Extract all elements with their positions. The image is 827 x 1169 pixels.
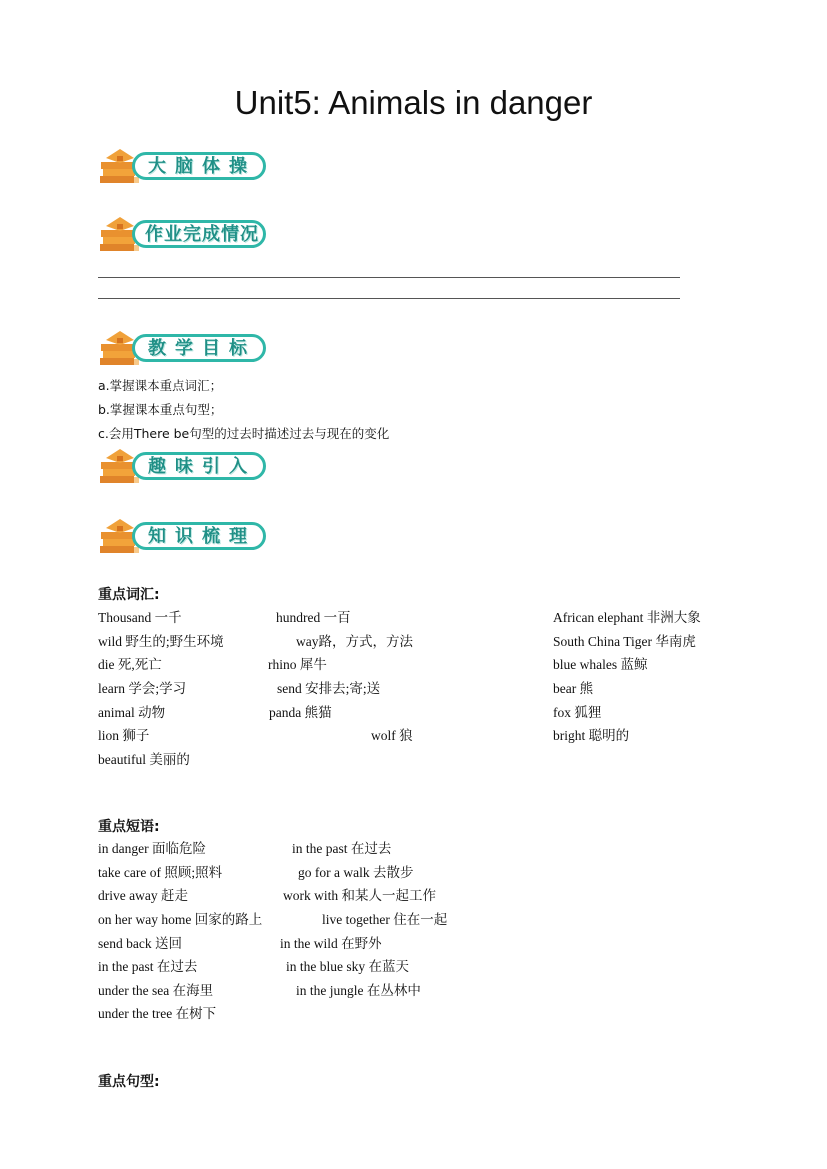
vocab-heading: 重点词汇: <box>98 587 160 603</box>
vocab-item: African elephant 非洲大象 <box>553 610 701 625</box>
banner-fun-intro <box>98 444 270 490</box>
vocab-item: rhino 犀牛 <box>268 657 327 672</box>
vocab-item: lion 狮子 <box>98 728 150 743</box>
phrase-item: under the tree 在树下 <box>98 1006 217 1021</box>
vocab-item: blue whales 蓝鲸 <box>553 657 648 672</box>
banner-label: 知识梳理 <box>148 526 256 547</box>
objectives-list <box>98 374 389 446</box>
vocab-item: panda 熊猫 <box>269 705 332 720</box>
objective-item: b.掌握课本重点句型； <box>98 402 223 417</box>
vocab-item: learn 学会;学习 <box>98 681 187 696</box>
phrase-item: in the past 在过去 <box>292 841 392 856</box>
phrase-item: in the wild 在野外 <box>280 936 382 951</box>
vocab-item: die 死,死亡 <box>98 657 162 672</box>
objective-item: c.会用There be句型的过去时描述过去与现在的变化 <box>98 426 390 441</box>
banner-brain-exercise <box>98 144 270 190</box>
banner-label: 作业完成情况 <box>145 224 259 245</box>
answer-line <box>98 277 680 278</box>
phrase-item: in the jungle 在丛林中 <box>296 983 421 998</box>
vocab-item: wild 野生的;野生环境 <box>98 634 224 649</box>
banner-label: 趣味引入 <box>148 456 256 477</box>
vocab-item: hundred 一百 <box>276 610 351 625</box>
objective-item: a.掌握课本重点词汇； <box>98 378 223 393</box>
vocab-item: Thousand 一千 <box>98 610 182 625</box>
banner-knowledge-review <box>98 514 270 560</box>
phrase-item: take care of 照顾;照料 <box>98 865 223 880</box>
banner-label: 大脑体操 <box>148 156 256 177</box>
vocab-item: send 安排去;寄;送 <box>277 681 381 696</box>
phrase-item: in the blue sky 在蓝天 <box>286 959 409 974</box>
vocab-item: fox 狐狸 <box>553 705 602 720</box>
phrase-item: work with 和某人一起工作 <box>283 888 436 903</box>
banner-label: 教学目标 <box>148 338 256 359</box>
vocab-item: bright 聪明的 <box>553 728 630 743</box>
phrase-item: go for a walk 去散步 <box>298 865 414 880</box>
vocab-item: way路，方式，方法 <box>296 634 413 649</box>
vocab-item: South China Tiger 华南虎 <box>553 634 696 649</box>
phrase-item: under the sea 在海里 <box>98 983 214 998</box>
phrase-item: on her way home 回家的路上 <box>98 912 263 927</box>
banner-homework-status <box>98 212 270 258</box>
phrase-item: drive away 赶走 <box>98 888 188 903</box>
phrases-heading: 重点短语: <box>98 819 160 835</box>
vocab-item: wolf 狼 <box>371 728 413 743</box>
sentences-heading: 重点句型: <box>98 1074 160 1090</box>
banner-teaching-goals <box>98 326 270 372</box>
vocab-item: bear 熊 <box>553 681 594 696</box>
vocab-item: animal 动物 <box>98 705 166 720</box>
phrase-item: in the past 在过去 <box>98 959 198 974</box>
phrase-item: in danger 面临危险 <box>98 841 206 856</box>
answer-line <box>98 298 680 299</box>
vocab-item: beautiful 美丽的 <box>98 752 190 767</box>
phrase-item: live together 住在一起 <box>322 912 448 927</box>
phrase-item: send back 送回 <box>98 936 182 951</box>
page-title: Unit5: Animals in danger <box>234 84 593 121</box>
